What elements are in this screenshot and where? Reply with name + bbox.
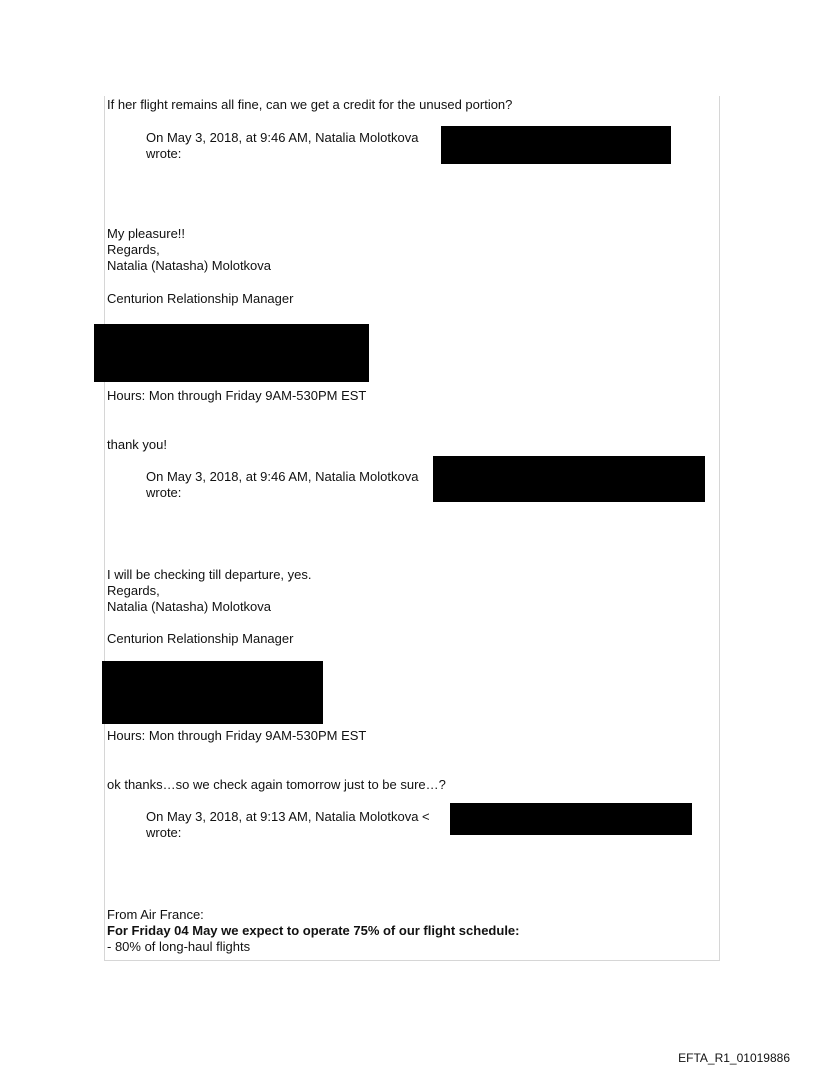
reply-2-regards: Regards, bbox=[107, 583, 160, 598]
air-france-from: From Air France: bbox=[107, 907, 204, 922]
reply-1-hours: Hours: Mon through Friday 9AM-530PM EST bbox=[107, 388, 367, 403]
redaction-block bbox=[441, 126, 671, 164]
air-france-headline: For Friday 04 May we expect to operate 75% of our flight schedule: bbox=[107, 923, 520, 938]
reply-1-title: Centurion Relationship Manager bbox=[107, 291, 294, 306]
quote-3-wrote: wrote: bbox=[146, 825, 182, 840]
reply-1-regards: Regards, bbox=[107, 242, 160, 257]
quote-2-header: On May 3, 2018, at 9:46 AM, Natalia Molotkova bbox=[146, 469, 419, 484]
redaction-block bbox=[433, 456, 705, 502]
quote-2-wrote: wrote: bbox=[146, 485, 182, 500]
redaction-block bbox=[102, 661, 323, 724]
reply-1-body: My pleasure!! bbox=[107, 226, 186, 241]
air-france-item-1: - 80% of long-haul flights bbox=[107, 939, 251, 954]
reply-2-hours: Hours: Mon through Friday 9AM-530PM EST bbox=[107, 728, 367, 743]
credit-question: If her flight remains all fine, can we get a credit for the unused portion? bbox=[107, 97, 513, 112]
reply-2-name: Natalia (Natasha) Molotkova bbox=[107, 599, 272, 614]
thank-you-line: thank you! bbox=[107, 437, 167, 452]
reply-2-title: Centurion Relationship Manager bbox=[107, 631, 294, 646]
redaction-block bbox=[450, 803, 692, 835]
quote-3-header: On May 3, 2018, at 9:13 AM, Natalia Molotkova < bbox=[146, 809, 430, 824]
reply-1-name: Natalia (Natasha) Molotkova bbox=[107, 258, 272, 273]
quote-1-header: On May 3, 2018, at 9:46 AM, Natalia Molotkova bbox=[146, 130, 419, 145]
ok-thanks-line: ok thanks…so we check again tomorrow just to be sure…? bbox=[107, 777, 446, 792]
document-id: EFTA_R1_01019886 bbox=[678, 1051, 790, 1065]
redaction-block bbox=[94, 324, 369, 382]
quote-1-wrote: wrote: bbox=[146, 146, 182, 161]
reply-2-body: I will be checking till departure, yes. bbox=[107, 567, 312, 582]
